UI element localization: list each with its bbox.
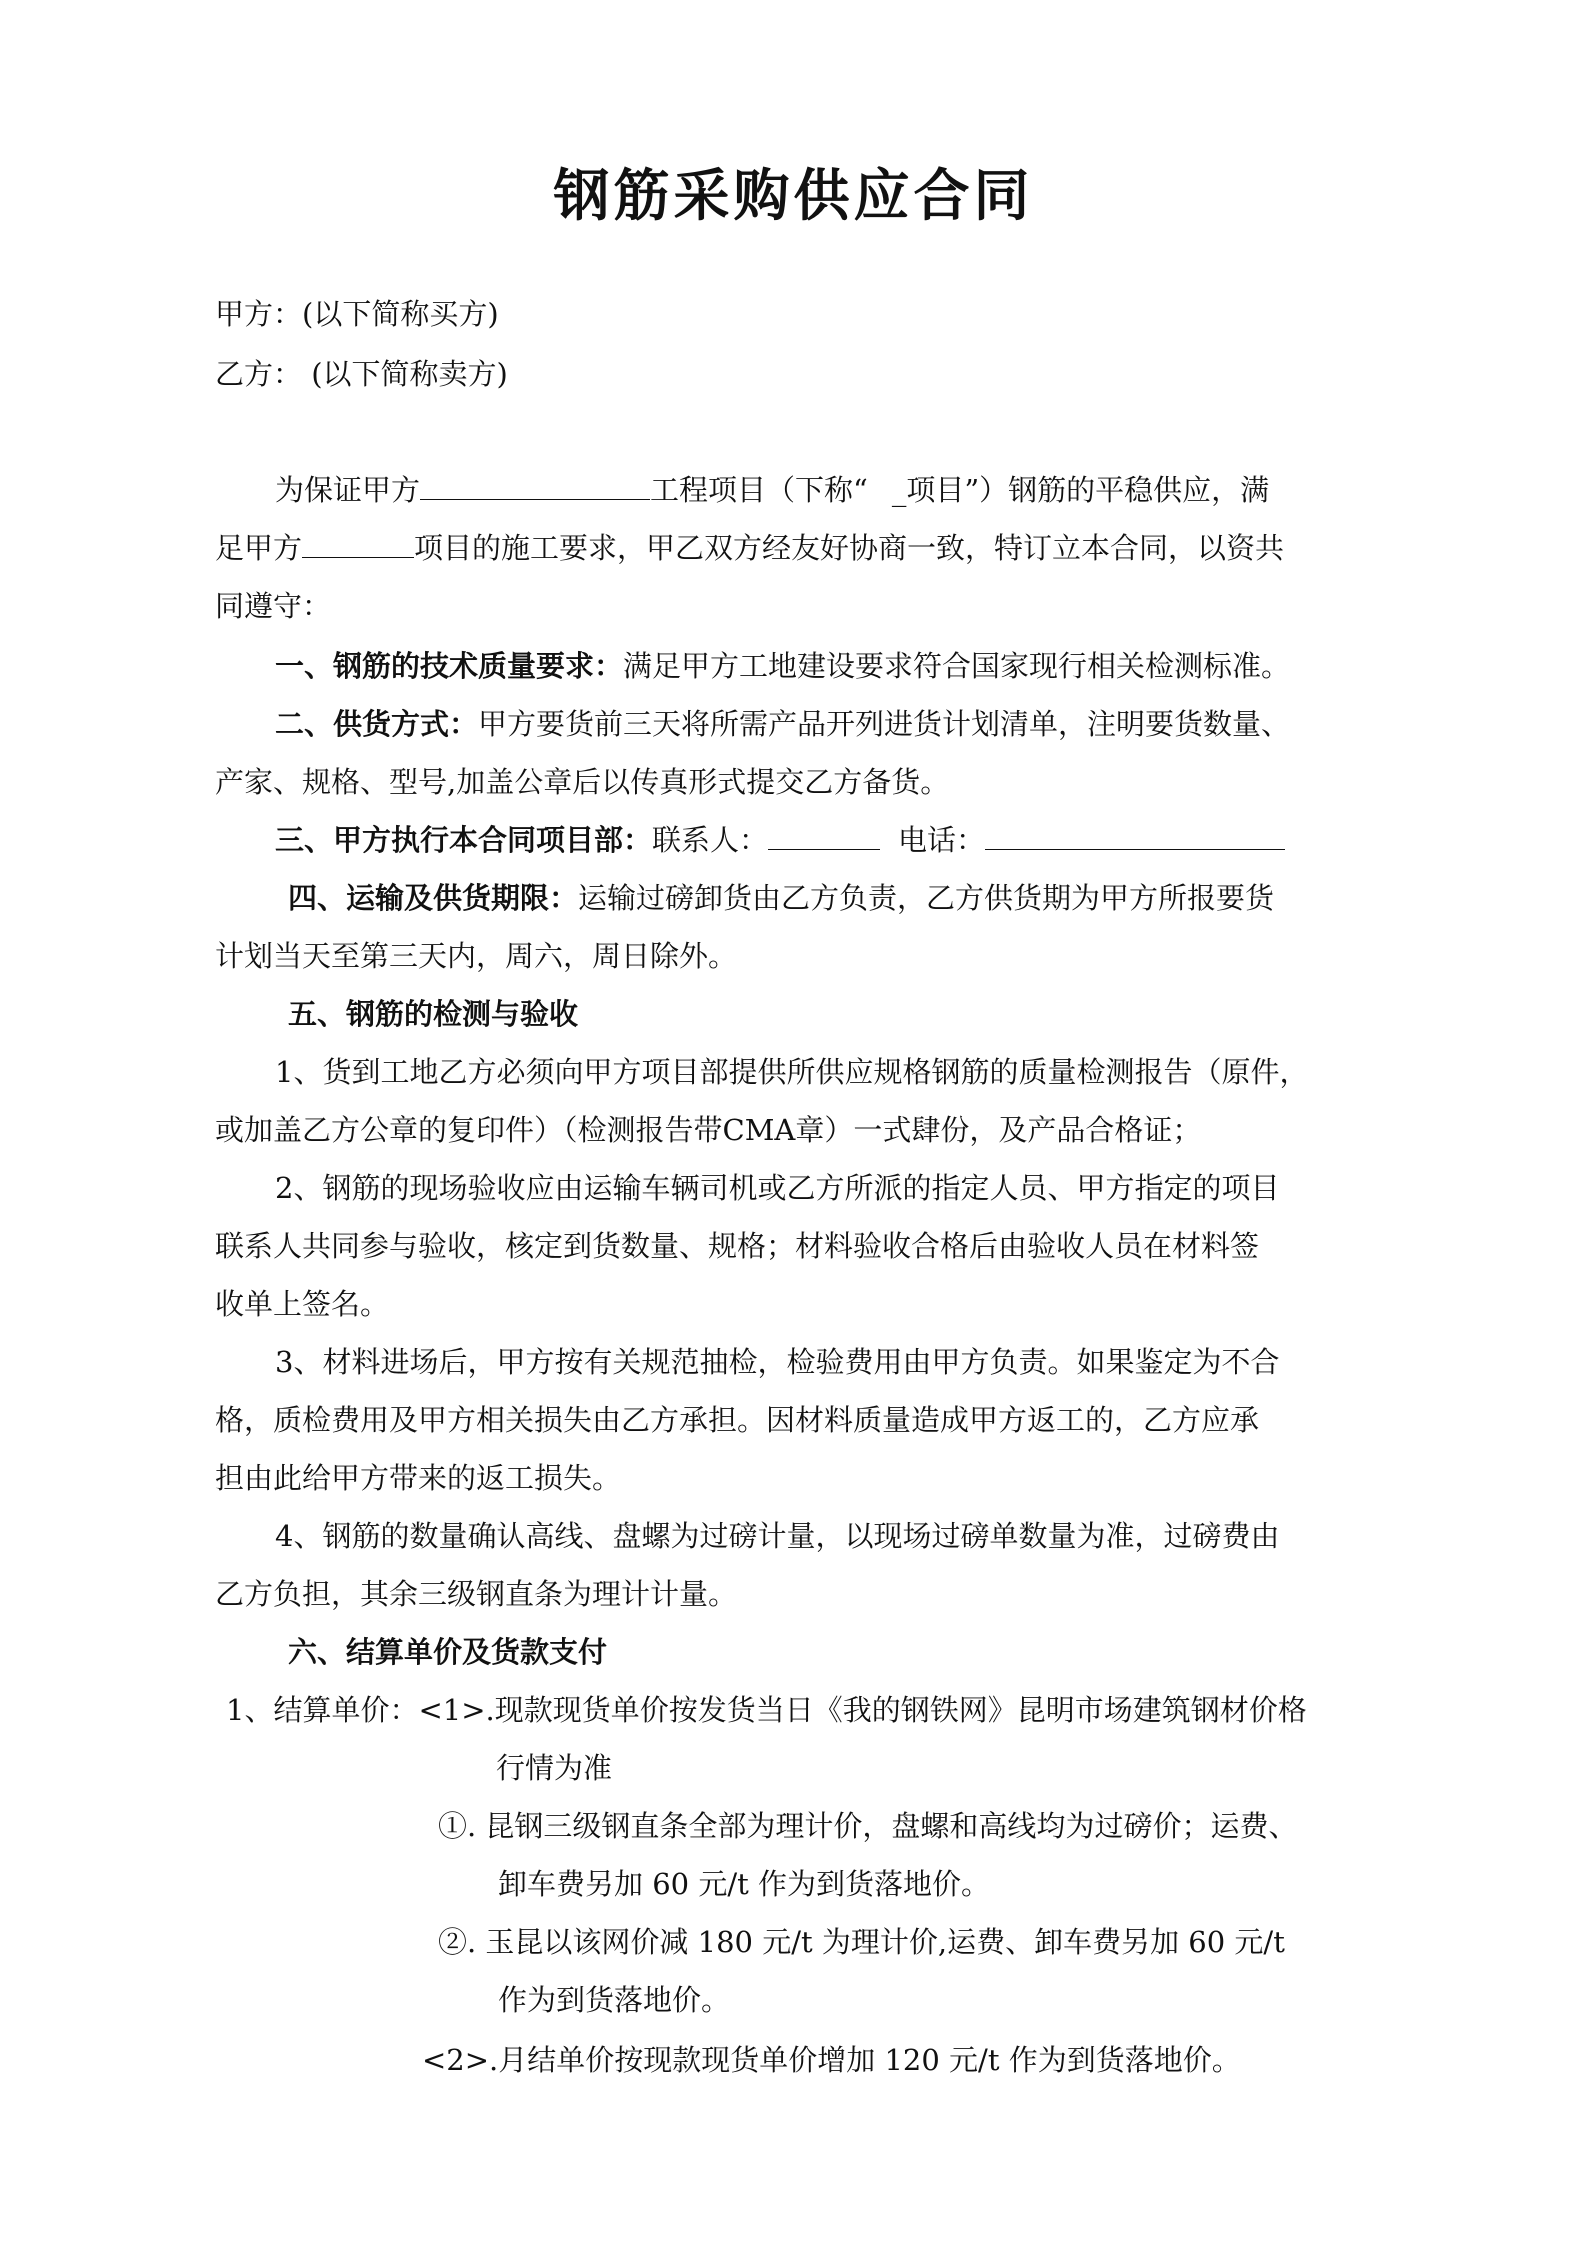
intro-text: 足甲方 — [215, 531, 303, 565]
s5-p1-line-1: 1、货到工地乙方必须向甲方项目部提供所供应规格钢筋的质量检测报告（原件， — [275, 1055, 1309, 1089]
s6-price-line-1: 1、结算单价：<1>.现款现货单价按发货当日《我的钢铁网》昆明市场建筑钢材价格 — [226, 1693, 1307, 1727]
s6-clause-1-line-2: 卸车费另加 60 元/t 作为到货落地价。 — [498, 1867, 990, 1901]
s5-p2-line-1: 2、钢筋的现场验收应由运输车辆司机或乙方所派的指定人员、甲方指定的项目 — [275, 1171, 1280, 1205]
s5-p3-line-2: 格，质检费用及甲方相关损失由乙方承担。因材料质量造成甲方返工的，乙方应承 — [215, 1403, 1260, 1437]
intro-text: 为保证甲方 — [275, 473, 421, 507]
section-text: 运输过磅卸货由乙方负责，乙方供货期为甲方所报要货 — [578, 881, 1275, 915]
section-2-line-2: 产家、规格、型号,加盖公章后以传真形式提交乙方备货。 — [215, 765, 950, 799]
s5-p3-line-1: 3、材料进场后，甲方按有关规范抽检，检验费用由甲方负责。如果鉴定为不合 — [275, 1345, 1280, 1379]
section-heading: 一、钢筋的技术质量要求： — [275, 649, 624, 683]
page-title: 钢筋采购供应合同 — [553, 163, 1034, 229]
s5-p2-line-3: 收单上签名。 — [215, 1287, 390, 1321]
party-a-line: 甲方：(以下简称买方) — [215, 297, 499, 331]
s5-p1-line-2: 或加盖乙方公章的复印件）（检测报告带CMA章）一式肆份，及产品合格证； — [215, 1113, 1202, 1147]
section-2 — [275, 704, 1290, 744]
s6-price-line-2: 行情为准 — [496, 1751, 613, 1785]
section-heading: 二、供货方式： — [275, 707, 479, 741]
blank-field — [420, 471, 650, 500]
section-3 — [275, 820, 1285, 860]
s5-p4-line-1: 4、钢筋的数量确认高线、盘螺为过磅计量，以现场过磅单数量为准，过磅费由 — [275, 1519, 1280, 1553]
section-text: 满足甲方工地建设要求符合国家现行相关检测标准。 — [623, 649, 1291, 683]
intro-line-1 — [275, 470, 1269, 510]
section-heading: 四、运输及供货期限： — [288, 881, 579, 915]
intro-text: 项目的施工要求，甲乙双方经友好协商一致，特订立本合同，以资共 — [414, 531, 1285, 565]
s6-monthly-price-line: <2>.月结单价按现款现货单价增加 120 元/t 作为到货落地价。 — [422, 2043, 1241, 2077]
contact-label: 联系人： — [652, 823, 769, 857]
s6-clause-2-line-1: ②. 玉昆以该网价减 180 元/t 为理计价,运费、卸车费另加 60 元/t — [438, 1925, 1285, 1959]
contact-blank — [768, 821, 880, 850]
phone-blank — [985, 821, 1285, 850]
section-4 — [288, 878, 1274, 918]
party-b-line: 乙方： (以下简称卖方) — [215, 357, 508, 391]
section-4-line-2: 计划当天至第三天内，周六，周日除外。 — [215, 939, 738, 973]
intro-line-3: 同遵守： — [215, 589, 332, 623]
section-6-heading: 六、结算单价及货款支付 — [288, 1635, 608, 1669]
intro-line-2 — [215, 528, 1284, 568]
section-heading: 三、甲方执行本合同项目部： — [275, 823, 653, 857]
section-1 — [275, 646, 1290, 686]
phone-label: 电话： — [898, 823, 986, 857]
intro-text: 工程项目（下称“ — [650, 473, 868, 507]
s5-p3-line-3: 担由此给甲方带来的返工损失。 — [215, 1461, 622, 1495]
blank-field — [302, 529, 414, 558]
s5-p4-line-2: 乙方负担，其余三级钢直条为理计计量。 — [215, 1577, 738, 1611]
s6-clause-1-line-1: ①. 昆钢三级钢直条全部为理计价，盘螺和高线均为过磅价；运费、 — [438, 1809, 1298, 1843]
s5-p2-line-2: 联系人共同参与验收，核定到货数量、规格；材料验收合格后由验收人员在材料签 — [215, 1229, 1260, 1263]
section-text: 甲方要货前三天将所需产品开列进货计划清单，注明要货数量、 — [478, 707, 1291, 741]
intro-text: _项目”）钢筋的平稳供应，满 — [891, 473, 1270, 507]
section-5-heading: 五、钢筋的检测与验收 — [288, 997, 579, 1031]
s6-clause-2-line-2: 作为到货落地价。 — [498, 1983, 731, 2017]
